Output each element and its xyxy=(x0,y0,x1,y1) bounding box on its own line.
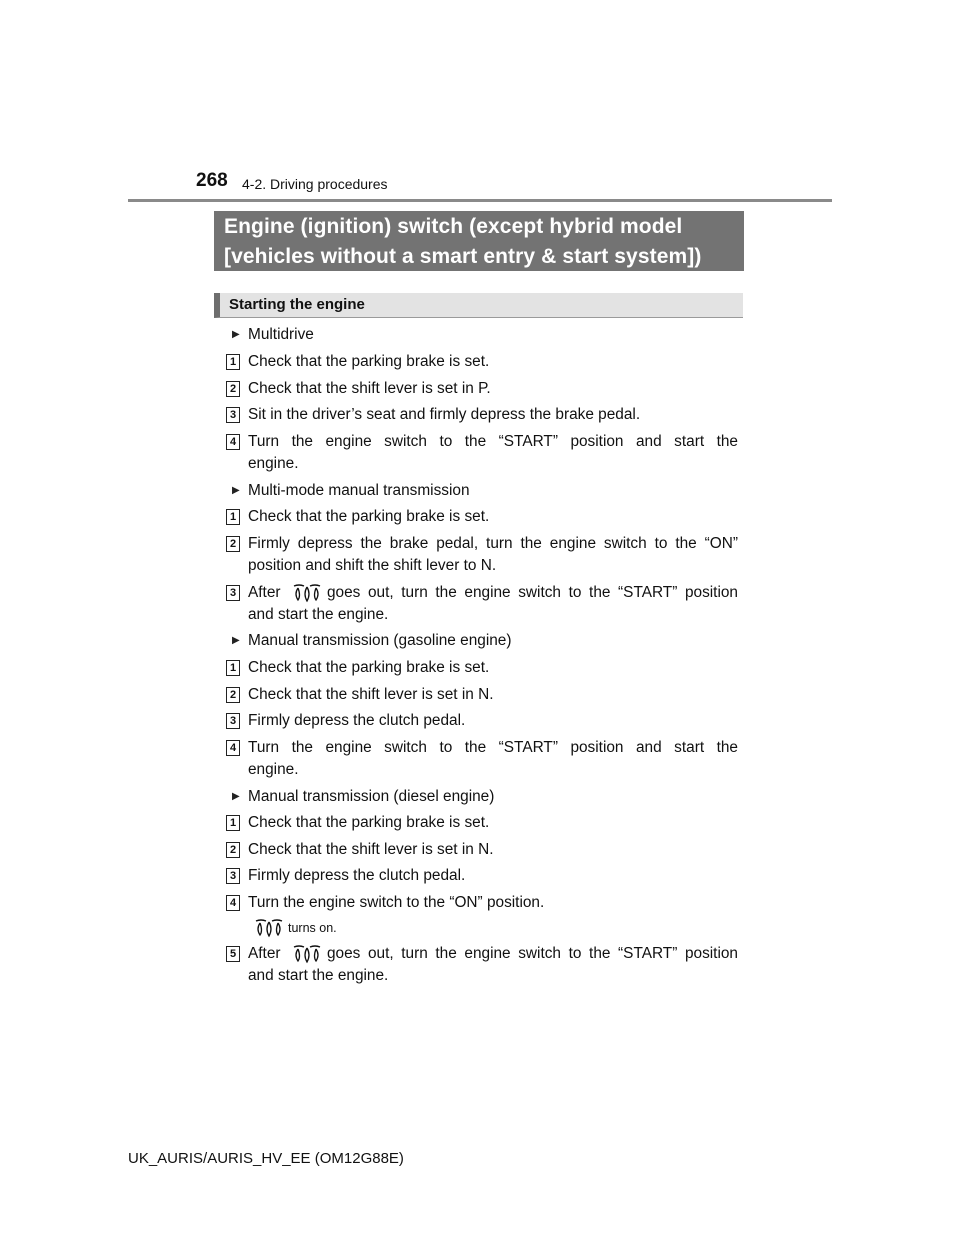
step-text-prefix: After xyxy=(248,945,281,962)
step-text: goes out, turn the engine switch to the “START” position xyxy=(327,584,738,601)
step-text: goes out, turn the engine switch to the “START” position xyxy=(327,945,738,962)
section-title xyxy=(214,211,744,271)
step-number: 2 xyxy=(226,536,240,552)
step-number: 4 xyxy=(226,434,240,450)
step-text: Check that the parking brake is set. xyxy=(248,508,490,525)
step-text: Turn the engine switch to the “START” position and start the xyxy=(248,739,738,756)
indicator-note: turns on. xyxy=(288,921,337,935)
step-text: Turn the engine switch to the “START” position and start the xyxy=(248,433,738,450)
step-text: Check that the parking brake is set. xyxy=(248,814,490,831)
step-text-continued: engine. xyxy=(248,761,299,778)
step-text-continued: engine. xyxy=(248,455,299,472)
header-rule xyxy=(128,199,832,202)
section-title-line-1: Engine (ignition) switch (except hybrid model xyxy=(224,215,683,238)
step-number: 5 xyxy=(226,946,240,962)
step-number: 3 xyxy=(226,713,240,729)
step-number: 3 xyxy=(226,407,240,423)
step-text-prefix: After xyxy=(248,584,281,601)
group-heading: Multi-mode manual transmission xyxy=(248,482,470,499)
triangle-right-icon: ▶ xyxy=(232,485,240,496)
section-reference: 4-2. Driving procedures xyxy=(242,176,388,192)
step-number: 1 xyxy=(226,509,240,525)
footer-document-code: UK_AURIS/AURIS_HV_EE (OM12G88E) xyxy=(128,1150,404,1167)
step-text-continued: and start the engine. xyxy=(248,967,389,984)
step-number: 2 xyxy=(226,381,240,397)
step-text-continued: position and shift the shift lever to N. xyxy=(248,557,497,574)
step-text: Check that the parking brake is set. xyxy=(248,353,490,370)
step-text-continued: and start the engine. xyxy=(248,606,389,623)
section-title-line-2: [vehicles without a smart entry & start system]) xyxy=(224,245,702,268)
step-number: 3 xyxy=(226,585,240,601)
subheading: Starting the engine xyxy=(214,293,743,318)
step-number: 1 xyxy=(226,354,240,370)
step-text: Sit in the driver’s seat and firmly depress the brake pedal. xyxy=(248,406,641,423)
glow-plug-indicator-icon xyxy=(254,917,284,939)
glow-plug-indicator-icon xyxy=(292,943,322,965)
step-number: 3 xyxy=(226,868,240,884)
step-text: Check that the shift lever is set in N. xyxy=(248,841,494,858)
step-number: 1 xyxy=(226,660,240,676)
page-number: 268 xyxy=(196,170,228,191)
step-number: 2 xyxy=(226,687,240,703)
step-number: 2 xyxy=(226,842,240,858)
step-text: Check that the shift lever is set in N. xyxy=(248,686,494,703)
triangle-right-icon: ▶ xyxy=(232,329,240,340)
triangle-right-icon: ▶ xyxy=(232,635,240,646)
step-text: Check that the parking brake is set. xyxy=(248,659,490,676)
step-text: Firmly depress the clutch pedal. xyxy=(248,712,466,729)
step-number: 4 xyxy=(226,740,240,756)
step-text: Check that the shift lever is set in P. xyxy=(248,380,491,397)
step-number: 4 xyxy=(226,895,240,911)
step-number: 1 xyxy=(226,815,240,831)
glow-plug-indicator-icon xyxy=(292,582,322,604)
group-heading: Multidrive xyxy=(248,326,314,343)
step-text: Firmly depress the brake pedal, turn the engine switch to the “ON” xyxy=(248,535,738,552)
triangle-right-icon: ▶ xyxy=(232,791,240,802)
step-text: Turn the engine switch to the “ON” position. xyxy=(248,894,545,911)
group-heading: Manual transmission (gasoline engine) xyxy=(248,632,512,649)
group-heading: Manual transmission (diesel engine) xyxy=(248,788,495,805)
step-text: Firmly depress the clutch pedal. xyxy=(248,867,466,884)
